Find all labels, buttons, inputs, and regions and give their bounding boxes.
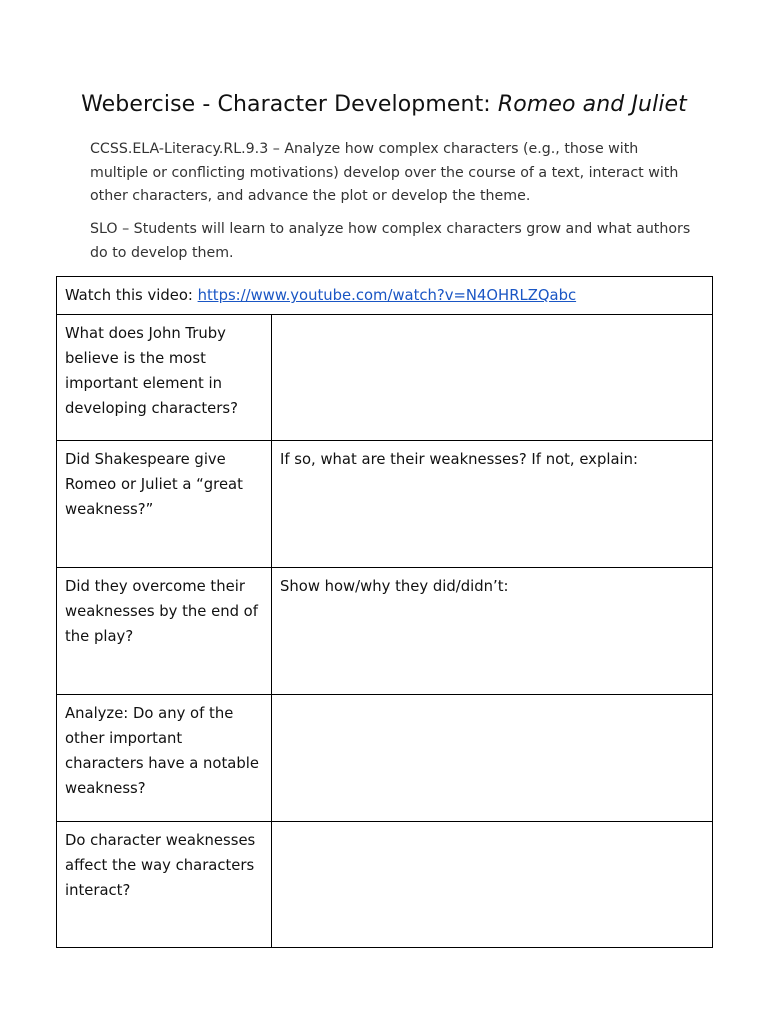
standard-text: CCSS.ELA-Literacy.RL.9.3 – Analyze how complex characters (e.g., those with multiple or conflicting motivations) develop over the course of a text, interact with other characters, and advance the plot or develop the theme.	[90, 141, 679, 204]
title-italic: Romeo and Juliet	[497, 92, 687, 117]
page-title	[0, 92, 768, 117]
answer-cell[interactable]	[272, 315, 713, 441]
table-row	[57, 441, 713, 568]
video-cell	[57, 277, 713, 315]
question-cell: Did Shakespeare give Romeo or Juliet a “great weakness?”	[57, 441, 272, 568]
video-label: Watch this video:	[65, 287, 198, 304]
answer-cell[interactable]: Show how/why they did/didn’t:	[272, 568, 713, 695]
answer-cell[interactable]	[272, 822, 713, 948]
question-cell: Did they overcome their weaknesses by the end of the play?	[57, 568, 272, 695]
table-row	[57, 822, 713, 948]
question-cell: Do character weaknesses affect the way characters interact?	[57, 822, 272, 948]
table-row	[57, 695, 713, 822]
slo-text: SLO – Students will learn to analyze how complex characters grow and what authors do to develop them.	[90, 221, 691, 261]
answer-cell[interactable]: If so, what are their weaknesses? If not, explain:	[272, 441, 713, 568]
question-cell: What does John Truby believe is the most important element in developing characters?	[57, 315, 272, 441]
table-row	[57, 315, 713, 441]
video-row	[57, 277, 713, 315]
question-cell: Analyze: Do any of the other important characters have a notable weakness?	[57, 695, 272, 822]
title-main: Webercise - Character Development:	[81, 92, 498, 117]
answer-cell[interactable]	[272, 695, 713, 822]
video-link[interactable]: https://www.youtube.com/watch?v=N4OHRLZQabc	[197, 287, 577, 304]
worksheet-table	[56, 276, 713, 948]
table-row	[57, 568, 713, 695]
